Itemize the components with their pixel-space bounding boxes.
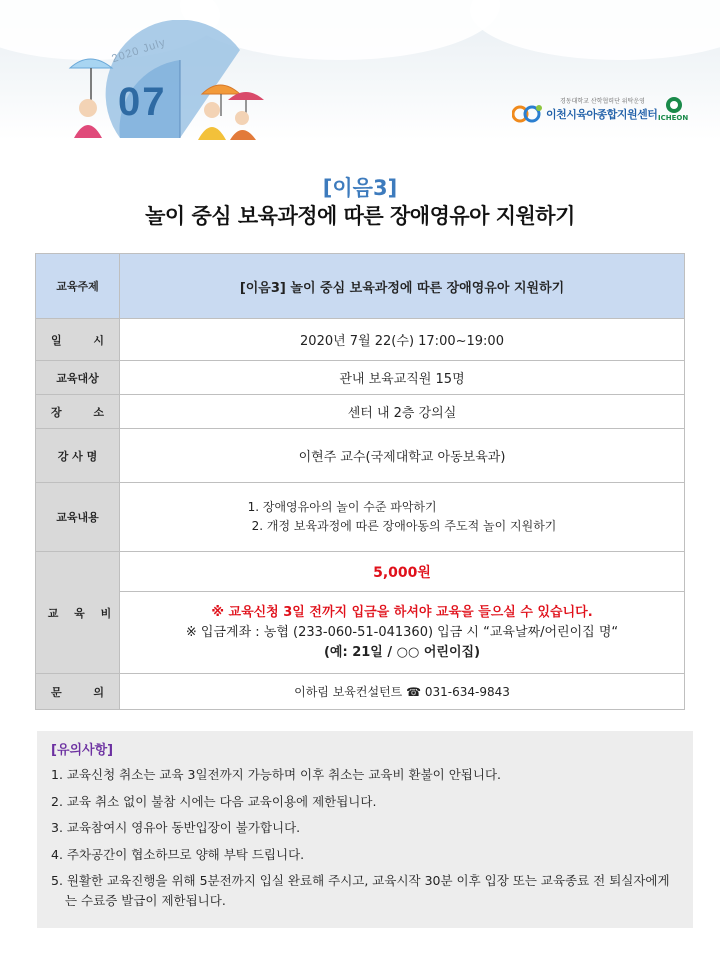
fee-account: ※ 입금계좌 : 농협 (233-060-51-041360) 입금 시 “교육날짜/어린이집 명“: [185, 624, 619, 640]
org-subtitle: 경동대학교 산학협력단 위탁운영: [560, 98, 645, 105]
row-label: 교 육 비: [36, 552, 120, 674]
table-row-topic: [36, 254, 685, 319]
fee-detail: [120, 592, 685, 674]
list-item: 3. 교육참여시 영유아 동반입장이 불가합니다.: [51, 820, 301, 835]
row-label: 문 의: [36, 674, 120, 710]
cloud-decoration: [470, 0, 720, 60]
list-item: 5. 원활한 교육진행을 위해 5분전까지 입실 완료해 주시고, 교육시작 30분 이후 입장 또는 교육종료 전 퇴실자에게는 수료증 발급이 제한됩니다.: [51, 873, 670, 908]
notice-box: [37, 731, 693, 928]
icheon-emblem-icon: [664, 96, 684, 114]
target-value: 관내 보육교직원 15명: [120, 361, 685, 395]
center-logo-icon: [512, 102, 544, 124]
topic-value: [이음3] 놀이 중심 보육과정에 따른 장애영유아 지원하기: [120, 254, 685, 319]
header-banner: [0, 0, 720, 140]
center-logo: [512, 96, 712, 126]
list-item: 4. 주차공간이 협소하므로 양해 부탁 드립니다.: [51, 846, 305, 862]
list-item: 2. 개정 보육과정에 따른 장애아동의 주도적 놀이 지원하기: [251, 519, 557, 533]
list-item: 1. 교육신청 취소는 교육 3일전까지 가능하며 이후 취소는 교육비 환불이 안됩니다.: [51, 767, 501, 782]
notice-list: [51, 765, 679, 911]
row-label: 교육대상: [36, 361, 120, 395]
fee-amount: 5,000원: [120, 552, 685, 592]
table-row-fee: [36, 552, 685, 592]
row-label: 일 시: [36, 319, 120, 361]
table-row-target: [36, 361, 685, 395]
month-number: 07: [118, 80, 167, 124]
instructor-value: 이현주 교수(국제대학교 아동보육과): [120, 429, 685, 483]
fee-example: (예: 21일 / ○○ 어린이집): [323, 644, 481, 660]
table-row-contact: [36, 674, 685, 710]
org-en-name: ICHEON: [658, 114, 689, 122]
datetime-value: 2020년 7월 22(수) 17:00~19:00: [120, 319, 685, 361]
table-row-instructor: [36, 429, 685, 483]
program-code: [이음3]: [322, 176, 398, 200]
fee-warning: ※ 교육신청 3일 전까지 입금을 하셔야 교육을 들으실 수 있습니다.: [211, 604, 593, 620]
list-item: 1. 장애영유아의 놀이 수준 파악하기: [247, 500, 437, 514]
place-value: 센터 내 2층 강의실: [120, 395, 685, 429]
contact-value: 이하림 보육컨설턴트 ☎ 031-634-9843: [120, 674, 685, 710]
list-item: 2. 교육 취소 없이 불참 시에는 다음 교육이용에 제한됩니다.: [51, 793, 377, 809]
org-name: 이천시육아종합지원센터: [546, 108, 658, 121]
row-label: 강 사 명: [36, 429, 120, 483]
row-label: 교육주제: [36, 254, 120, 319]
row-label: 장 소: [36, 395, 120, 429]
table-row-datetime: [36, 319, 685, 361]
notice-title: [유의사항]: [51, 743, 114, 758]
row-label: 교육내용: [36, 483, 120, 552]
table-row-content: [36, 483, 685, 552]
content-list: [248, 498, 557, 536]
month-label: 2020 July: [110, 36, 168, 66]
table-row-fee-detail: [36, 592, 685, 674]
page-title: 놀이 중심 보육과정에 따른 장애영유아 지원하기: [145, 204, 575, 228]
table-row-place: [36, 395, 685, 429]
content-value: [120, 483, 685, 552]
course-info-table: [35, 253, 685, 710]
